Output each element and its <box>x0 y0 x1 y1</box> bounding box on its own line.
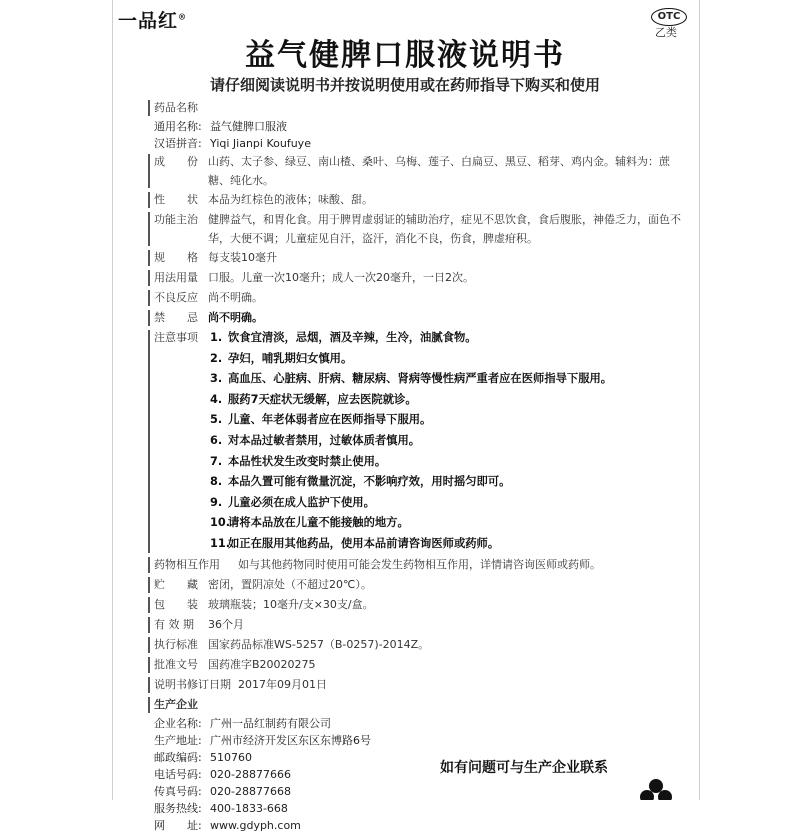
precaution-item: 8. 本品久置可能有微量沉淀，不影响疗效，用时摇匀即可。 <box>210 475 511 489</box>
section-value: 尚不明确。 <box>208 311 263 324</box>
leaflet-body <box>146 98 691 834</box>
manufacturer-field: 邮政编码: 510760 <box>154 750 252 764</box>
section-value: 山药、太子参、绿豆、南山楂、桑叶、乌梅、莲子、白扁豆、黑豆、稻芽、鸡内金。辅料为：蔗糖、纯化水。 <box>208 155 670 187</box>
section-drug-name <box>146 98 691 118</box>
section-value: 每支装10毫升 <box>208 251 277 264</box>
section-row <box>146 308 691 328</box>
section-value: 玻璃瓶装；10毫升/支×30支/盒。 <box>208 597 374 611</box>
manufacturer-field: 企业名称: 广州一品红制药有限公司 <box>154 716 331 730</box>
manufacturer-field: 传真号码: 020-28877668 <box>154 784 291 798</box>
manufacturer-field: 生产地址: 广州市经济开发区东区东博路6号 <box>154 733 371 747</box>
section-row <box>146 210 691 248</box>
section-value: 健脾益气，和胃化食。用于脾胃虚弱证的辅助治疗，症见不思饮食，食后腹胀，神倦乏力，面色不华，大便不调；儿童症见自汗，盗汗，消化不良，伤食，脾虚疳积。 <box>208 213 681 245</box>
precaution-item: 4. 服药7天症状无缓解，应去医院就诊。 <box>210 392 417 406</box>
section-precautions <box>146 328 691 555</box>
manufacturer-field: 电话号码: 020-28877666 <box>154 767 291 781</box>
section-label: 执行标准 <box>154 637 198 651</box>
precaution-item: 6. 对本品过敏者禁用，过敏体质者慎用。 <box>210 433 421 447</box>
pinyin-row: 汉语拼音: Yiqi Jianpi Koufuye <box>154 137 311 150</box>
section-label: 说明书修订日期 <box>154 677 231 691</box>
section-row <box>146 288 691 308</box>
section-label: 规 格 <box>154 251 198 264</box>
section-row <box>146 675 691 695</box>
section-value: 尚不明确。 <box>208 291 263 304</box>
precaution-item: 10.请将本品放在儿童不能接触的地方。 <box>210 516 409 530</box>
section-value: 36个月 <box>208 617 244 631</box>
section-label: 药品名称 <box>154 101 198 114</box>
manufacturer-field: 网 址: www.gdyph.com <box>154 818 301 832</box>
brand-logo: 一品红® <box>118 10 188 32</box>
section-label: 性 状 <box>154 193 198 206</box>
section-row <box>146 635 691 655</box>
section-value: 2017年09月01日 <box>238 677 327 691</box>
section-row <box>146 190 691 210</box>
section-value: 密闭，置阴凉处（不超过20℃）。 <box>208 577 372 591</box>
section-row <box>146 555 691 575</box>
manufacturer-field: 服务热线: 400-1833-668 <box>154 801 288 815</box>
section-value: 国药准字B20020275 <box>208 657 316 671</box>
precaution-item: 11.如正在服用其他药品，使用本品前请咨询医师或药师。 <box>210 536 500 550</box>
section-label: 禁 忌 <box>154 311 198 324</box>
section-label: 批准文号 <box>154 657 198 671</box>
page-subtitle: 请仔细阅读说明书并按说明使用或在药师指导下购买和使用 <box>209 76 600 94</box>
section-value: 如与其他药物同时使用可能会发生药物相互作用，详情请咨询医师或药师。 <box>238 557 601 571</box>
section-row <box>146 152 691 190</box>
section-row <box>146 615 691 635</box>
common-name-row: 通用名称: 益气健脾口服液 <box>154 120 287 133</box>
page-title: 益气健脾口服液说明书 <box>245 38 565 73</box>
precaution-list <box>208 328 691 555</box>
precaution-item: 1. 饮食宜清淡，忌烟，酒及辛辣，生冷，油腻食物。 <box>210 331 477 344</box>
section-label: 生产企业 <box>154 697 198 711</box>
otc-class: 乙类 <box>655 26 677 39</box>
label-bar <box>148 100 150 116</box>
precaution-item: 7. 本品性状发生改变时禁止使用。 <box>210 454 387 468</box>
section-label: 注意事项 <box>154 331 198 344</box>
precaution-item: 3. 高血压、心脏病、肝病、糖尿病、肾病等慢性病严重者应在医师指导下服用。 <box>210 372 613 386</box>
section-value: 口服。儿童一次10毫升；成人一次20毫升，一日2次。 <box>208 271 474 284</box>
section-manufacturer <box>146 695 691 715</box>
section-row <box>146 595 691 615</box>
section-row <box>146 575 691 595</box>
section-label: 功能主治 <box>154 213 198 226</box>
precaution-item: 5. 儿童、年老体弱者应在医师指导下服用。 <box>210 413 432 427</box>
clover-logo-icon <box>636 778 676 800</box>
section-value: 本品为红棕色的液体；味酸、甜。 <box>208 193 373 206</box>
section-label: 用法用量 <box>154 271 198 284</box>
section-row <box>146 268 691 288</box>
otc-badge: OTC <box>651 8 687 26</box>
section-label: 成 份 <box>154 155 198 168</box>
section-label: 有 效 期 <box>154 617 194 631</box>
section-label: 贮 藏 <box>154 577 198 591</box>
section-label: 不良反应 <box>154 291 198 304</box>
section-label: 药物相互作用 <box>154 557 220 571</box>
precaution-item: 9. 儿童必须在成人监护下使用。 <box>210 495 375 509</box>
section-value: 国家药品标准WS-5257（B-0257)-2014Z。 <box>208 637 430 651</box>
section-row <box>146 248 691 268</box>
section-label: 包 装 <box>154 597 198 611</box>
precaution-item: 2. 孕妇，哺乳期妇女慎用。 <box>210 351 353 365</box>
section-row <box>146 655 691 675</box>
contact-note: 如有问题可与生产企业联系 <box>440 760 608 776</box>
